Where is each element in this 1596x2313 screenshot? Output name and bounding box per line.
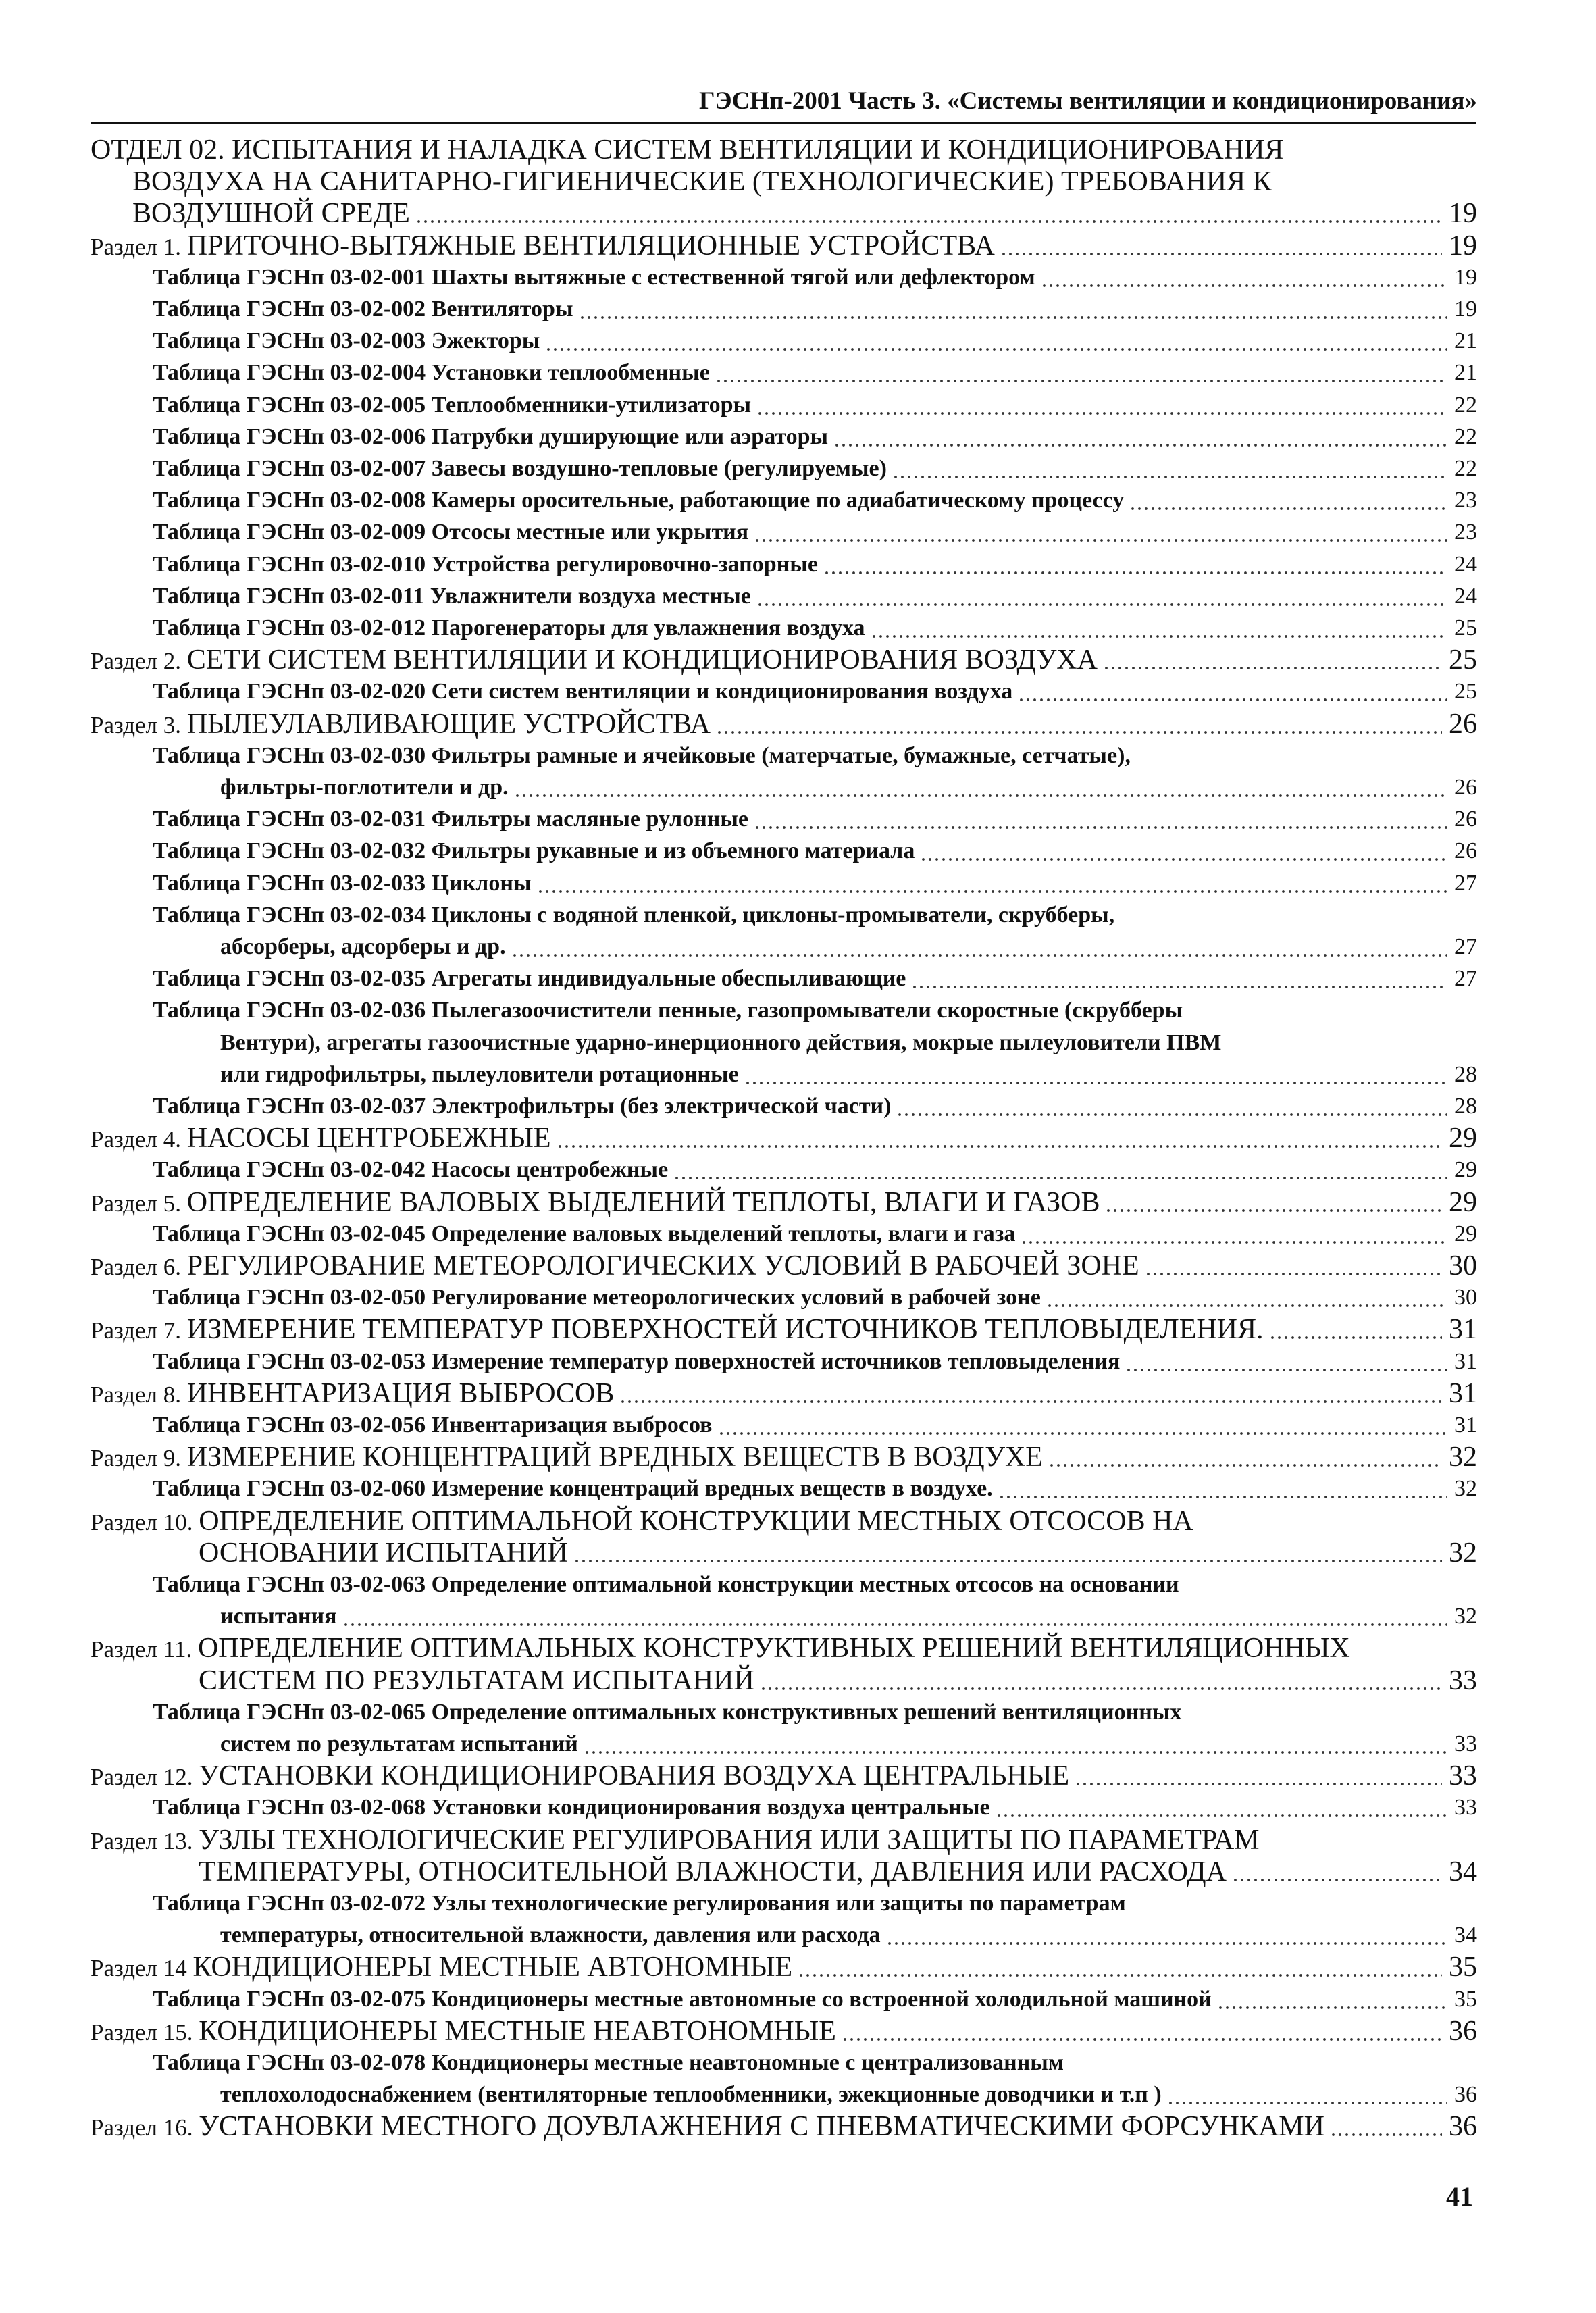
toc-entry-line [0,1281,1596,1314]
toc-entry-title: Таблица ГЭСНп 03-02-050 Регулирование метеорологических условий в рабочей зоне [153,1285,1041,1311]
leader-dots [886,1919,1447,1952]
toc-entry-line [0,1186,1596,1219]
toc-entry-title: ОПРЕДЕЛЕНИЕ ОПТИМАЛЬНЫХ КОНСТРУКТИВНЫХ РЕШЕНИЙ ВЕНТИЛЯЦИОННЫХ [197,1633,1350,1664]
toc-entry-title: Таблица ГЭСНп 03-02-075 Кондиционеры местные автономные со встроенной холодильной машиной [153,1986,1212,2012]
section-prefix: Раздел 3. [91,711,187,738]
toc-page-number: 19 [1446,197,1477,230]
toc-entry-line [0,644,1596,676]
toc-entry-line [0,1791,1596,1824]
leader-dots [911,963,1447,995]
toc-page-number: 24 [1451,580,1477,613]
section-prefix: Раздел 15. [91,2018,199,2045]
toc-page-number: 26 [1451,771,1477,804]
toc-entry-line [0,1027,1596,1059]
toc-page-number: 28 [1451,1090,1477,1123]
toc-entry-title: Таблица ГЭСНп 03-02-034 Циклоны с водяной пленкой, циклоны-промыватели, скрубберы, [153,902,1115,927]
toc-entry-line [0,1951,1596,1983]
leader-dots [718,1409,1447,1442]
toc-page-number: 22 [1451,453,1477,485]
toc-page-number: 24 [1451,549,1477,581]
toc-entry-title: ПЫЛЕУЛАВЛИВАЮЩИЕ УСТРОЙСТВА [186,708,711,740]
toc-entry-title: УСТАНОВКИ МЕСТНОГО ДОУВЛАЖНЕНИЯ С ПНЕВМАТИЧЕСКИМИ ФОРСУНКАМИ [199,2111,1324,2143]
toc-entry-line [0,1377,1596,1410]
leader-dots [823,549,1447,581]
toc-entry-title: СЕТИ СИСТЕМ ВЕНТИЛЯЦИИ И КОНДИЦИОНИРОВАНИЯ ВОЗДУХА [186,644,1098,676]
toc-entry-title: Таблица ГЭСНп 03-02-012 Парогенераторы для увлажнения воздуха [153,615,865,640]
leader-dots [545,325,1447,357]
toc-entry-line [0,1856,1596,1888]
toc-entry-title: ВОЗДУШНОЙ СРЕДЕ [132,198,410,230]
toc-page-number: 32 [1451,1473,1477,1505]
toc-entry-line [0,1569,1596,1601]
section-prefix: Раздел 6. [91,1254,187,1280]
section-prefix: Раздел 14 [91,1955,193,1982]
toc-page-number: 26 [1446,708,1477,740]
leader-dots [996,1791,1447,1824]
leader-dots [1167,2079,1447,2111]
toc-entry-title: Таблица ГЭСНп 03-02-063 Определение оптимальной конструкции местных отсосов на основании [153,1572,1179,1597]
leader-dots [998,1473,1447,1505]
toc-entry-title: КОНДИЦИОНЕРЫ МЕСТНЫЕ НЕАВТОНОМНЫЕ [199,2015,836,2047]
toc-entry-line [0,2015,1596,2048]
section-prefix: Раздел 5. [91,1190,187,1217]
leader-dots [1105,1186,1442,1219]
toc-entry-line [0,1313,1596,1346]
leader-dots [1330,2110,1442,2143]
toc-entry-title: Таблица ГЭСНп 03-02-078 Кондиционеры местные неавтономные с централизованным [153,2050,1064,2075]
leader-dots [1046,1281,1447,1314]
toc-entry-line [0,134,1596,166]
section-prefix: Раздел 16. [91,2114,199,2141]
toc-entry-title: ИЗМЕРЕНИЕ КОНЦЕНТРАЦИЙ ВРЕДНЫХ ВЕЩЕСТВ В ВОЗДУХЕ [186,1442,1043,1473]
leader-dots [1269,1313,1442,1346]
toc-entry-title: Таблица ГЭСНп 03-02-037 Электрофильтры (без электрической части) [153,1094,892,1119]
toc-entry-title: УЗЛЫ ТЕХНОЛОГИЧЕСКИЕ РЕГУЛИРОВАНИЯ ИЛИ ЗАЩИТЫ ПО ПАРАМЕТРАМ [199,1824,1260,1856]
toc-page-number: 33 [1451,1728,1477,1760]
leader-dots [920,835,1447,867]
toc-entry-line [0,612,1596,644]
toc-page-number: 26 [1451,803,1477,836]
leader-dots [511,931,1447,963]
toc-entry-title: систем по результатам испытаний [220,1731,578,1756]
leader-dots [557,1122,1442,1154]
toc-entry-line [0,1059,1596,1091]
toc-page-number: 22 [1451,389,1477,422]
leader-dots [754,803,1447,836]
toc-entry-line [0,1441,1596,1473]
leader-dots [584,1728,1447,1760]
toc-entry-line [0,325,1596,357]
toc-page-number: 30 [1446,1250,1477,1282]
leader-dots [1125,1346,1447,1378]
toc-entry-line [0,484,1596,517]
toc-entry-title: Таблица ГЭСНп 03-02-006 Патрубки душирующие или аэраторы [153,424,829,449]
toc-entry-line [0,835,1596,867]
toc-entry-title: теплохолодоснабжением (вентиляторные теплообменники, эжекционные доводчики и т.п ) [220,2082,1162,2108]
toc-entry-title: Таблица ГЭСНп 03-02-008 Камеры оросительные, работающие по адиабатическому процессу [153,488,1125,513]
toc-page-number: 29 [1446,1186,1477,1219]
toc-entry-line [0,2110,1596,2143]
toc-entry-line [0,1632,1596,1664]
toc-page-number: 35 [1451,1983,1477,2016]
toc-entry-line [0,1887,1596,1920]
toc-entry-title: НАСОСЫ ЦЕНТРОБЕЖНЫЕ [186,1123,551,1154]
toc-page-number: 23 [1451,516,1477,549]
toc-entry-line [0,676,1596,708]
toc-entry-title: ВОЗДУХА НА САНИТАРНО-ГИГИЕНИЧЕСКИЕ (ТЕХНОЛОГИЧЕСКИЕ) ТРЕБОВАНИЯ К [132,166,1272,198]
toc-page-number: 21 [1451,325,1477,357]
toc-entry-title: Таблица ГЭСНп 03-02-033 Циклоны [153,870,532,896]
section-prefix: Раздел 13. [91,1827,199,1854]
toc-page-number: 21 [1451,357,1477,389]
leader-dots [715,357,1447,389]
toc-entry-line [0,1728,1596,1760]
toc-entry-title: Таблица ГЭСНп 03-02-011 Увлажнители воздуха местные [153,583,751,609]
leader-dots [619,1377,1442,1410]
toc-page-number: 36 [1446,2110,1477,2143]
toc-page-number: 31 [1451,1409,1477,1442]
toc-entry-line [0,963,1596,995]
leader-dots [342,1600,1447,1633]
toc-entry-title: ОПРЕДЕЛЕНИЕ ОПТИМАЛЬНОЙ КОНСТРУКЦИИ МЕСТНЫХ ОТСОСОВ НА [199,1505,1193,1537]
toc-entry-title: ОПРЕДЕЛЕНИЕ ВАЛОВЫХ ВЫДЕЛЕНИЙ ТЕПЛОТЫ, ВЛАГИ И ГАЗОВ [186,1186,1100,1218]
toc-page-number: 19 [1451,293,1477,326]
toc-entry-title: Таблица ГЭСНп 03-02-020 Сети систем вентиляции и кондиционирования воздуха [153,679,1013,705]
toc-entry-title: Таблица ГЭСНп 03-02-030 Фильтры рамные и ячейковые (матерчатые, бумажные, сетчатые), [153,742,1131,768]
toc-entry-line [0,931,1596,963]
leader-dots [760,1664,1442,1697]
leader-dots [1000,230,1442,262]
toc-page-number: 19 [1451,261,1477,294]
toc-entry-title: ИЗМЕРЕНИЕ ТЕМПЕРАТУР ПОВЕРХНОСТЕЙ ИСТОЧНИКОВ ТЕПЛОВЫДЕЛЕНИЯ. [186,1314,1264,1346]
leader-dots [673,1154,1447,1186]
toc-page-number: 33 [1451,1791,1477,1824]
toc-entry-title: Таблица ГЭСНп 03-02-005 Теплообменники-утилизаторы [153,392,752,417]
leader-dots [537,867,1447,900]
toc-page-number: 31 [1451,1346,1477,1378]
toc-entry-line [0,1696,1596,1729]
toc-page-number: 28 [1451,1059,1477,1091]
leader-dots [1145,1250,1442,1282]
toc-page-number: 29 [1446,1122,1477,1154]
toc-entry-line [0,1218,1596,1250]
leader-dots [892,453,1447,485]
toc-page-number: 32 [1446,1537,1477,1569]
leader-dots [1075,1760,1442,1792]
toc-page-number: 30 [1451,1281,1477,1314]
toc-entry-title: Таблица ГЭСНп 03-02-004 Установки теплообменные [153,360,710,386]
toc-page-number: 29 [1451,1154,1477,1186]
toc-entry-line [0,580,1596,613]
toc-entry-line [0,453,1596,485]
toc-page-number: 33 [1446,1760,1477,1792]
toc-entry-title: Таблица ГЭСНп 03-02-053 Измерение температур поверхностей источников тепловыделения [153,1348,1121,1374]
toc-entry-title: Таблица ГЭСНп 03-02-060 Измерение концентраций вредных веществ в воздухе. [153,1476,993,1502]
toc-entry-line [0,1600,1596,1633]
toc-entry-title: ОСНОВАНИИ ИСПЫТАНИЙ [199,1537,568,1569]
toc-page-number: 27 [1451,867,1477,900]
toc-entry-line [0,1505,1596,1537]
leader-dots [798,1951,1442,1983]
section-prefix: Раздел 9. [91,1445,187,1472]
toc-entry-line [0,389,1596,422]
toc-page-number: 34 [1446,1856,1477,1888]
leader-dots [514,771,1447,804]
toc-entry-line [0,2079,1596,2111]
leader-dots [1018,676,1447,708]
toc-entry-title: КОНДИЦИОНЕРЫ МЕСТНЫЕ АВТОНОМНЫЕ [192,1952,793,1983]
toc-page-number: 25 [1451,676,1477,708]
leader-dots [415,197,1442,230]
toc-entry-line [0,1919,1596,1952]
toc-entry-title: Таблица ГЭСНп 03-02-032 Фильтры рукавные и из объемного материала [153,838,915,864]
toc-page-number: 31 [1446,1313,1477,1346]
leader-dots [1103,644,1442,676]
toc-entry-title: Таблица ГЭСНп 03-02-056 Инвентаризация выбросов [153,1413,713,1438]
toc-entry-title: абсорберы, адсорберы и др. [220,934,506,959]
toc-entry-line [0,197,1596,230]
toc-page-number: 36 [1451,2079,1477,2111]
toc-entry-line [0,1760,1596,1792]
toc-entry-title: испытания [220,1604,337,1629]
toc-entry-line [0,421,1596,453]
leader-dots [756,580,1447,613]
section-prefix: Раздел 1. [91,233,187,260]
toc-page-number: 19 [1446,230,1477,262]
toc-page-number: 26 [1451,835,1477,867]
toc-entry-line [0,1346,1596,1378]
toc-page-number: 25 [1446,644,1477,676]
toc-page-number: 32 [1451,1600,1477,1633]
toc-entry-title: Таблица ГЭСНп 03-02-068 Установки кондиционирования воздуха центральные [153,1795,990,1821]
toc-entry-title: Таблица ГЭСНп 03-02-010 Устройства регулировочно-запорные [153,551,818,577]
toc-entry-line [0,771,1596,804]
toc-entry-title: РЕГУЛИРОВАНИЕ МЕТЕОРОЛОГИЧЕСКИХ УСЛОВИЙ В РАБОЧЕЙ ЗОНЕ [186,1250,1139,1281]
toc-entry-title: Таблица ГЭСНп 03-02-009 Отсосы местные или укрытия [153,519,749,545]
toc-entry-line [0,1537,1596,1569]
toc-page-number: 34 [1451,1919,1477,1952]
toc-entry-line [0,293,1596,326]
leader-dots [833,421,1447,453]
toc-entry-title: Таблица ГЭСНп 03-02-031 Фильтры масляные рулонные [153,807,749,832]
toc-page-number: 36 [1446,2015,1477,2048]
toc-entry-line [0,1473,1596,1505]
toc-entry-line [0,708,1596,740]
toc-entry-title: Таблица ГЭСНп 03-02-065 Определение оптимальных конструктивных решений вентиляционных [153,1699,1182,1725]
leader-dots [573,1537,1442,1569]
leader-dots [1021,1218,1447,1250]
toc-entry-line [0,516,1596,549]
toc-page-number: 27 [1451,963,1477,995]
toc-page-number: 25 [1451,612,1477,644]
toc-page-number: 27 [1451,931,1477,963]
toc-entry-title: ИНВЕНТАРИЗАЦИЯ ВЫБРОСОВ [186,1377,615,1409]
toc-page-number: 33 [1446,1664,1477,1697]
section-prefix: Раздел 10. [91,1508,199,1535]
leader-dots [896,1090,1447,1123]
section-prefix: Раздел 11. [91,1636,198,1663]
leader-dots [842,2015,1442,2048]
toc-entry-title: Таблица ГЭСНп 03-02-036 Пылегазоочистители пенные, газопромыватели скоростные (скрубберы [153,998,1183,1023]
leader-dots [1048,1441,1442,1473]
toc-entry-title: Таблица ГЭСНп 03-02-072 Узлы технологические регулирования или защиты по параметрам [153,1891,1126,1916]
toc-entry-line [0,1409,1596,1442]
toc-entry-line [0,261,1596,294]
leader-dots [754,516,1447,549]
leader-dots [871,612,1447,644]
toc-entry-line [0,1250,1596,1282]
toc-entry-line [0,2047,1596,2079]
toc-entry-title: или гидрофильтры, пылеуловители ротационные [220,1061,739,1087]
toc-entry-title: УСТАНОВКИ КОНДИЦИОНИРОВАНИЯ ВОЗДУХА ЦЕНТРАЛЬНЫЕ [199,1760,1070,1792]
toc-entry-title: ТЕМПЕРАТУРЫ, ОТНОСИТЕЛЬНОЙ ВЛАЖНОСТИ, ДАВЛЕНИЯ ИЛИ РАСХОДА [199,1856,1227,1887]
toc-entry-line [0,1983,1596,2016]
page-number: 41 [1446,2181,1473,2212]
toc-entry-title: Таблица ГЭСНп 03-02-003 Эжекторы [153,328,540,354]
section-prefix: Раздел 8. [91,1381,187,1408]
toc-entry-line [0,803,1596,836]
section-prefix: Раздел 4. [91,1126,187,1153]
toc-entry-line [0,230,1596,262]
toc-page-number: 35 [1446,1951,1477,1983]
toc-entry-title: Таблица ГЭСНп 03-02-001 Шахты вытяжные с естественной тягой или дефлектором [153,264,1035,290]
toc-entry-title: СИСТЕМ ПО РЕЗУЛЬТАТАМ ИСПЫТАНИЙ [199,1664,754,1696]
leader-dots [1217,1983,1447,2016]
toc-entry-title: фильтры-поглотители и др. [220,775,509,800]
header-rule [91,122,1476,124]
toc-entry-line [0,899,1596,932]
section-prefix: Раздел 12. [91,1764,199,1791]
toc-page-number: 22 [1451,421,1477,453]
section-prefix: Раздел 2. [91,648,187,675]
toc-entry-title: ПРИТОЧНО-ВЫТЯЖНЫЕ ВЕНТИЛЯЦИОННЫЕ УСТРОЙСТВА [186,230,995,261]
toc-entry-line [0,166,1596,198]
toc-entry-line [0,740,1596,772]
toc-entry-title: Таблица ГЭСНп 03-02-042 Насосы центробежные [153,1157,669,1183]
toc-entry-line [0,1664,1596,1697]
section-prefix: Раздел 7. [91,1317,187,1344]
toc-entry-line [0,994,1596,1027]
toc-entry-title: Таблица ГЭСНп 03-02-002 Вентиляторы [153,297,573,322]
leader-dots [1129,484,1447,517]
toc-entry-line [0,357,1596,389]
toc-entry-title: Таблица ГЭСНп 03-02-035 Агрегаты индивидуальные обеспыливающие [153,966,906,992]
toc-entry-title: Таблица ГЭСНп 03-02-007 Завесы воздушно-тепловые (регулируемые) [153,456,887,481]
leader-dots [756,389,1447,422]
toc-entry-line [0,1824,1596,1856]
toc-page-number: 23 [1451,484,1477,517]
toc-entry-title: температуры, относительной влажности, давления или расхода [220,1923,881,1948]
toc-entry-line [0,1122,1596,1154]
toc-page-number: 31 [1446,1377,1477,1410]
toc-entry-line [0,867,1596,900]
leader-dots [1232,1856,1442,1888]
toc-entry-line [0,1154,1596,1186]
toc-entry-title: Таблица ГЭСНп 03-02-045 Определение валовых выделений теплоты, влаги и газа [153,1221,1016,1246]
toc-entry-line [0,1090,1596,1123]
leader-dots [579,293,1447,326]
toc-entry-title: Вентури), агрегаты газоочистные ударно-инерционного действия, мокрые пылеуловители ПВМ [220,1030,1222,1055]
toc-entry-title: ОТДЕЛ 02. ИСПЫТАНИЯ И НАЛАДКА СИСТЕМ ВЕНТИЛЯЦИИ И КОНДИЦИОНИРОВАНИЯ [91,134,1284,166]
toc-entry-line [0,549,1596,581]
leader-dots [1041,261,1447,294]
running-header: ГЭСНп-2001 Часть 3. «Системы вентиляции и кондиционирования» [698,87,1477,115]
toc-page-number: 29 [1451,1218,1477,1250]
leader-dots [744,1059,1447,1091]
toc-page-number: 32 [1446,1441,1477,1473]
leader-dots [716,708,1442,740]
